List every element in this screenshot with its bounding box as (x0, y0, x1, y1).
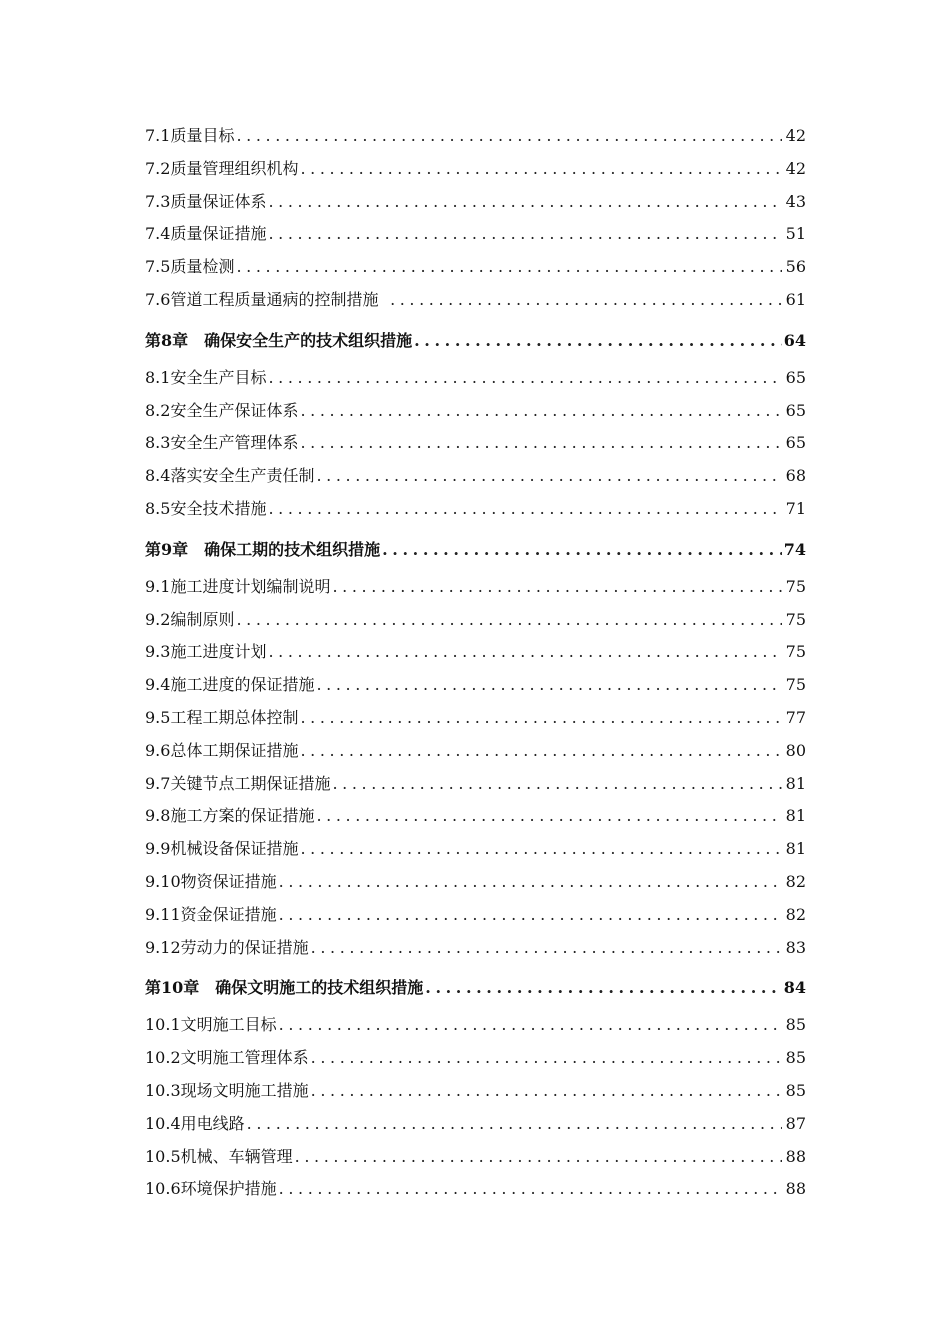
toc-leader-dots (390, 284, 782, 317)
toc-entry-label: 9.9机械设备保证措施 (145, 839, 299, 859)
toc-entry-page-number: 81 (785, 806, 806, 826)
toc-entry-page-number: 42 (785, 158, 806, 178)
toc-entry-label: 9.8施工方案的保证措施 (145, 806, 315, 826)
toc-leader-dots (414, 320, 782, 362)
toc-entry[interactable] (145, 362, 806, 395)
toc-leader-dots (300, 702, 782, 735)
toc-leader-dots (300, 153, 782, 186)
toc-entry-page-number: 68 (785, 466, 806, 486)
toc-leader-dots (332, 571, 782, 604)
toc-entry[interactable] (145, 571, 806, 604)
toc-entry[interactable] (145, 153, 806, 186)
toc-entry-page-number: 82 (785, 904, 806, 924)
toc-entry[interactable] (145, 395, 806, 428)
toc-entry-page-number: 81 (785, 839, 806, 859)
toc-leader-dots (316, 669, 782, 702)
toc-entry[interactable] (145, 1173, 806, 1206)
toc-entry-label: 9.2编制原则 (145, 609, 235, 629)
toc-leader-dots (300, 735, 782, 768)
toc-leader-dots (279, 899, 782, 932)
toc-leader-dots (247, 1108, 782, 1141)
toc-entry[interactable] (145, 833, 806, 866)
toc-entry-label: 9.10物资保证措施 (145, 871, 277, 891)
toc-entry-label: 10.2文明施工管理体系 (145, 1048, 309, 1068)
toc-entry-page-number: 43 (785, 191, 806, 211)
toc-leader-dots (295, 1141, 782, 1174)
toc-entry[interactable] (145, 460, 806, 493)
toc-entry-label: 7.5质量检测 (145, 257, 235, 277)
toc-entry[interactable] (145, 899, 806, 932)
toc-leader-dots (268, 186, 782, 219)
toc-leader-dots (279, 1173, 782, 1206)
toc-entry-page-number: 84 (783, 978, 806, 998)
toc-entry-label: 第9章 确保工期的技术组织措施 (145, 539, 381, 559)
toc-entry[interactable] (145, 218, 806, 251)
toc-entry[interactable] (145, 1042, 806, 1075)
toc-entry-page-number: 74 (783, 539, 806, 559)
toc-leader-dots (268, 362, 782, 395)
toc-leader-dots (382, 529, 782, 571)
toc-entry[interactable] (145, 186, 806, 219)
table-of-contents (145, 120, 806, 1206)
toc-entry-label: 10.1文明施工目标 (145, 1015, 277, 1035)
toc-leader-dots (316, 800, 782, 833)
toc-leader-dots (279, 1009, 782, 1042)
toc-entry-page-number: 42 (785, 126, 806, 145)
toc-entry[interactable] (145, 493, 806, 526)
toc-entry[interactable] (145, 932, 806, 965)
toc-leader-dots (236, 251, 782, 284)
toc-entry-page-number: 75 (785, 675, 806, 695)
toc-entry[interactable] (145, 800, 806, 833)
toc-leader-dots (311, 1042, 782, 1075)
toc-entry-label: 8.4落实安全生产责任制 (145, 466, 315, 486)
toc-leader-dots (311, 1075, 782, 1108)
toc-entry[interactable] (145, 120, 806, 153)
toc-entry[interactable] (145, 1141, 806, 1174)
toc-entry[interactable] (145, 1009, 806, 1042)
toc-entry-label: 8.1安全生产目标 (145, 367, 267, 387)
toc-leader-dots (268, 636, 782, 669)
toc-entry-page-number: 85 (785, 1015, 806, 1035)
toc-entry-page-number: 77 (785, 707, 806, 727)
toc-entry-page-number: 75 (785, 609, 806, 629)
toc-chapter-entry[interactable] (145, 964, 806, 1009)
toc-entry[interactable] (145, 866, 806, 899)
toc-entry-label: 10.5机械、车辆管理 (145, 1146, 293, 1166)
toc-entry[interactable] (145, 604, 806, 637)
toc-entry-label: 9.7关键节点工期保证措施 (145, 773, 331, 793)
toc-entry-page-number: 51 (785, 224, 806, 244)
toc-entry[interactable] (145, 768, 806, 801)
toc-entry-page-number: 82 (785, 871, 806, 891)
toc-entry-label: 7.6管道工程质量通病的控制措施 (145, 289, 379, 309)
toc-entry-page-number: 75 (785, 642, 806, 662)
toc-entry-label: 第8章 确保安全生产的技术组织措施 (145, 330, 413, 350)
toc-entry-label: 9.11资金保证措施 (145, 904, 277, 924)
toc-entry[interactable] (145, 251, 806, 284)
toc-leader-dots (268, 218, 782, 251)
toc-entry[interactable] (145, 702, 806, 735)
toc-entry-label: 10.6环境保护措施 (145, 1179, 277, 1199)
toc-entry-page-number: 88 (785, 1146, 806, 1166)
toc-entry-label: 8.3安全生产管理体系 (145, 433, 299, 453)
toc-entry-page-number: 87 (785, 1113, 806, 1133)
toc-entry-label: 9.6总体工期保证措施 (145, 740, 299, 760)
toc-entry[interactable] (145, 669, 806, 702)
toc-leader-dots (300, 833, 782, 866)
toc-entry-label: 8.2安全生产保证体系 (145, 400, 299, 420)
toc-entry-page-number: 65 (785, 400, 806, 420)
toc-entry-page-number: 81 (785, 773, 806, 793)
toc-leader-dots (425, 967, 781, 1009)
toc-entry-page-number: 75 (785, 576, 806, 596)
toc-entry-label: 7.4质量保证措施 (145, 224, 267, 244)
toc-entry[interactable] (145, 636, 806, 669)
toc-entry[interactable] (145, 1075, 806, 1108)
toc-entry-label: 9.3施工进度计划 (145, 642, 267, 662)
toc-entry-label: 7.3质量保证体系 (145, 191, 267, 211)
toc-entry[interactable] (145, 284, 806, 317)
toc-leader-dots (311, 932, 782, 965)
toc-entry-label: 10.4用电线路 (145, 1113, 245, 1133)
toc-leader-dots (332, 768, 782, 801)
toc-entry-page-number: 65 (785, 367, 806, 387)
toc-entry-label: 9.5工程工期总体控制 (145, 707, 299, 727)
toc-entry-page-number: 71 (785, 498, 806, 518)
toc-entry-page-number: 65 (785, 433, 806, 453)
toc-leader-dots (300, 395, 782, 428)
toc-entry-page-number: 80 (785, 740, 806, 760)
toc-entry-label: 第10章 确保文明施工的技术组织措施 (145, 978, 424, 998)
toc-entry-label: 9.1施工进度计划编制说明 (145, 576, 331, 596)
toc-entry[interactable] (145, 735, 806, 768)
toc-entry-page-number: 56 (785, 257, 806, 277)
toc-leader-dots (236, 120, 782, 153)
toc-entry-page-number: 88 (785, 1179, 806, 1199)
toc-entry-label: 8.5安全技术措施 (145, 498, 267, 518)
toc-chapter-entry[interactable] (145, 317, 806, 362)
toc-entry-page-number: 83 (785, 937, 806, 957)
toc-entry-page-number: 85 (785, 1080, 806, 1100)
toc-entry-label: 9.4施工进度的保证措施 (145, 675, 315, 695)
toc-entry-page-number: 85 (785, 1048, 806, 1068)
toc-chapter-entry[interactable] (145, 526, 806, 571)
toc-leader-dots (316, 460, 782, 493)
toc-entry-label: 10.3现场文明施工措施 (145, 1080, 309, 1100)
toc-leader-dots (300, 427, 782, 460)
toc-entry-label: 7.2质量管理组织机构 (145, 158, 299, 178)
toc-entry[interactable] (145, 427, 806, 460)
toc-entry-label: 9.12劳动力的保证措施 (145, 937, 309, 957)
toc-entry-page-number: 64 (783, 330, 806, 350)
toc-leader-dots (268, 493, 782, 526)
toc-leader-dots (236, 604, 782, 637)
toc-entry-page-number: 61 (785, 289, 806, 309)
toc-entry[interactable] (145, 1108, 806, 1141)
toc-leader-dots (279, 866, 782, 899)
toc-entry-label: 7.1质量目标 (145, 126, 235, 145)
